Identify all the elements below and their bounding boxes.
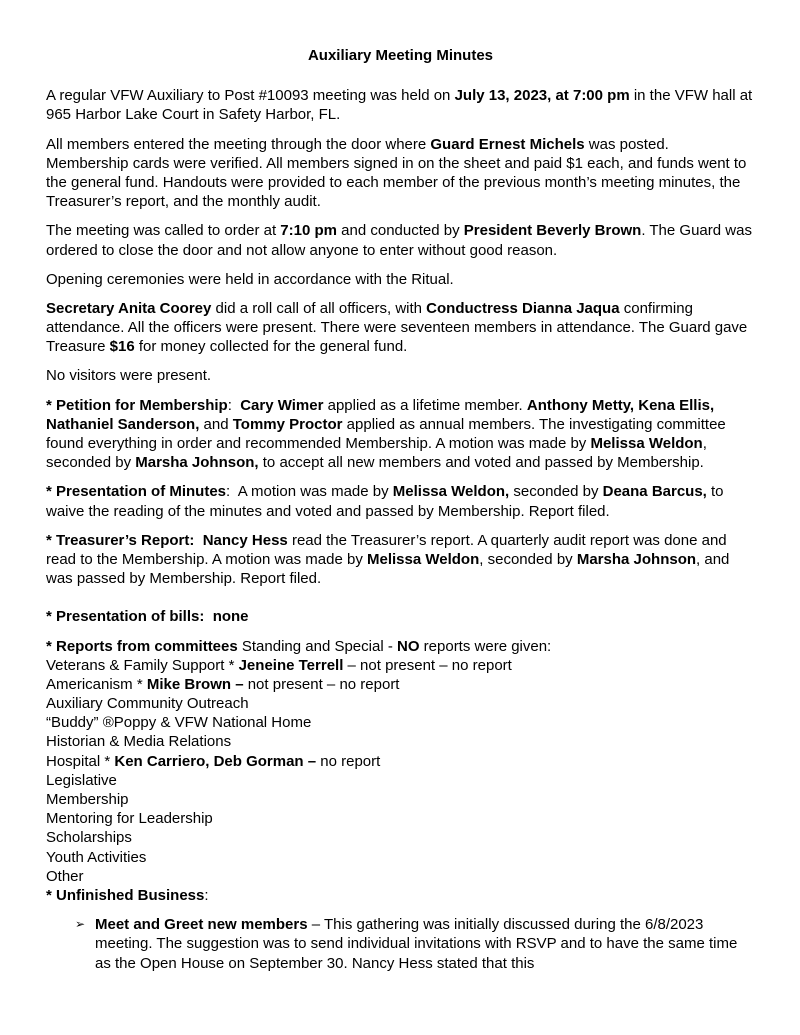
meet-and-greet-text: Meet and Greet new members – This gathering was initially discussed during the 6/8/2023 meeting. The suggestion was to send individual invitations with RSVP and to have the same time as the Open House on September 30. Nancy Hess stated that this [95,916,742,972]
visitors-paragraph: No visitors were present. [46,367,212,385]
call-to-order-paragraph: The meeting was called to order at 7:10 pm and conducted by President Beverly Brown. The Guard was ordered to close the door and not allow anyone to enter without good reason. [46,222,757,259]
committee-reports-block [46,637,755,886]
roll-call-paragraph: Secretary Anita Coorey did a roll call of all officers, with Conductress Dianna Jaqua confirming attendance. All the officers were present. There were seventeen members in attendance. The Guard gave Treasure $16 for money collected for the general fund. [46,299,752,356]
presentation-of-bills-paragraph: * Presentation of bills: none [46,608,249,626]
petition-for-membership-paragraph: * Petition for Membership: Cary Wimer applied as a lifetime member. Anthony Metty, Kena Ellis, Nathaniel Sanderson, and Tommy Proctor applied as annual members. The investigating committee found everything in order and recommended Membership. A motion was made by Melissa Weldon, seconded by Marsha Johnson, to accept all new members and voted and passed by Membership. [46,396,730,472]
committee-line-legislative: Legislative [46,771,117,789]
committee-line-youth-activities: Youth Activities [46,848,147,866]
treasurers-report-paragraph: * Treasurer’s Report: Nancy Hess read the Treasurer’s report. A quarterly audit report was done and read to the Membership. A motion was made by Melissa Weldon, seconded by Marsha Johnson, and was passed by Membership. Report filed. [46,531,734,588]
arrow-bullet-icon: ➢ [75,917,86,932]
reports-from-committees-heading: * Reports from committees Standing and Special - NO reports were given: [46,637,552,655]
committee-line-historian-media-relations: Historian & Media Relations [46,733,232,751]
committee-line-auxiliary-community-outreach: Auxiliary Community Outreach [46,695,249,713]
committee-line-membership: Membership [46,791,129,808]
committee-line-mentoring-for-leadership: Mentoring for Leadership [46,810,213,828]
entry-procedure-paragraph: All members entered the meeting through the door where Guard Ernest Michels was posted. Membership cards were verified. All members signed in on the sheet and paid $1 each, and funds went to the general fund. Handouts were provided to each member of the previous month’s meeting minutes, the Treasurer’s report, and the monthly audit. [46,135,751,211]
opening-ceremonies-paragraph: Opening ceremonies were held in accordance with the Ritual. [46,270,454,288]
committee-line-hospital: Hospital * Ken Carriero, Deb Gorman – no report [46,752,381,770]
intro-paragraph: A regular VFW Auxiliary to Post #10093 meeting was held on July 13, 2023, at 7:00 pm in the VFW hall at 965 Harbor Lake Court in Safety Harbor, FL. [46,87,757,124]
document-title: Auxiliary Meeting Minutes [307,47,494,64]
presentation-of-minutes-paragraph: * Presentation of Minutes: A motion was made by Melissa Weldon, seconded by Deana Barcus, to waive the reading of the minutes and voted and passed by Membership. Report filed. [46,483,728,520]
committee-line-scholarships: Scholarships [46,829,132,847]
committee-line-other: Other [46,867,84,885]
meet-and-greet-item [46,915,755,973]
committee-line-buddy-poppy: “Buddy” ®Poppy & VFW National Home [46,714,312,732]
committee-line-veterans-family-support: Veterans & Family Support * Jeneine Terrell – not present – no report [46,656,512,674]
unfinished-business-heading: * Unfinished Business: [46,886,209,904]
committee-line-americanism: Americanism * Mike Brown – not present – no report [46,675,400,693]
